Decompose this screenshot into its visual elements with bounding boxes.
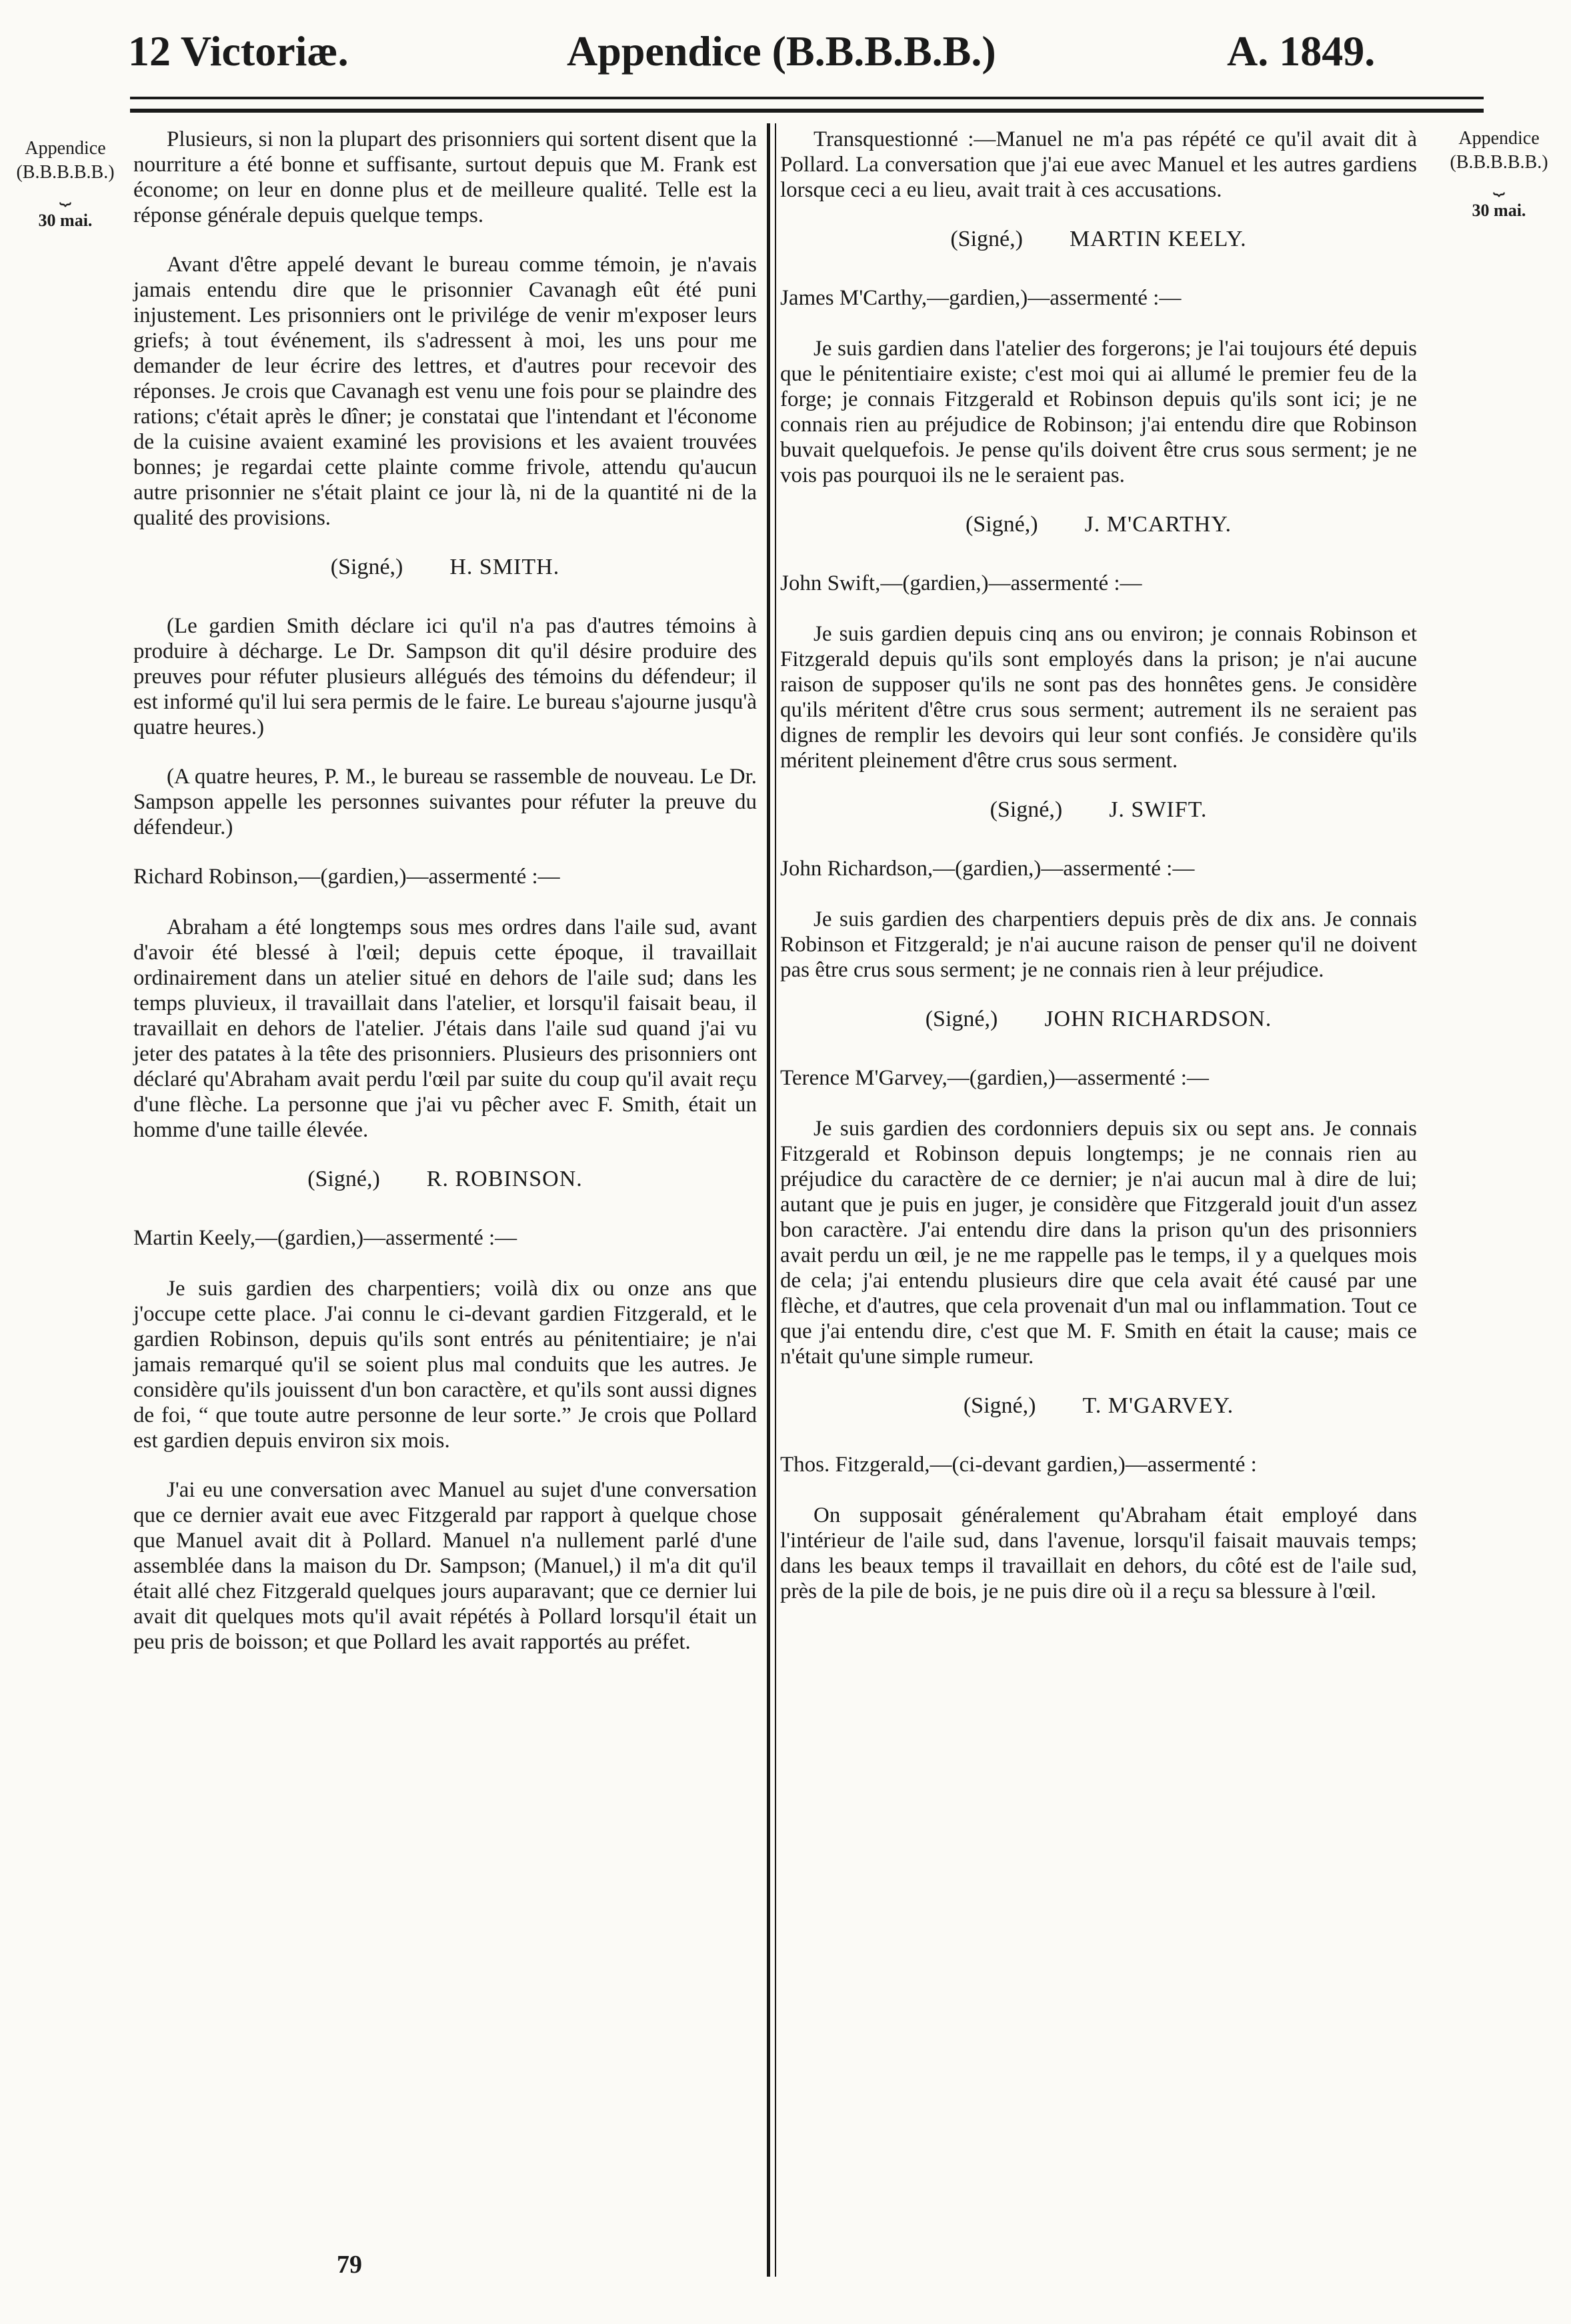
- witness-heading: Thos. Fitzgerald,—(ci-devant gardien,)—assermenté :: [780, 1453, 1257, 1477]
- signature-line: [780, 797, 1417, 823]
- header-regnal-year: 12 Victoriæ.: [128, 27, 349, 75]
- signature-name: T. M'GARVEY.: [1082, 1393, 1234, 1418]
- paragraph: Je suis gardien depuis cinq ans ou environ; je connais Robinson et Fitzgerald depuis qu'ils sont employés dans la prison; je n'ai aucune raison de supposer qu'ils ne sont pas des honnêtes gens. Je considère qu'ils méritent d'être crus sous serment; autrement ils ne seraient pas dignes de remplir les devoirs qui leur sont confiés. Je considère qu'ils méritent pleinement d'être crus sous serment.: [780, 622, 1417, 773]
- header-rule-thick: [130, 109, 1484, 113]
- paragraph: Transquestionné :—Manuel ne m'a pas répété ce qu'il avait dit à Pollard. La conversation que j'ai eue avec Manuel et les autres gardiens lorsque ceci a eu lieu, avait trait à ces accusations.: [780, 127, 1417, 202]
- signature-name: H. SMITH.: [449, 555, 560, 579]
- witness-heading: John Richardson,—(gardien,)—assermenté :—: [780, 857, 1195, 881]
- column-divider: [767, 123, 770, 2277]
- paragraph: Plusieurs, si non la plupart des prisonniers qui sortent disent que la nourriture a été bonne et suffisante, surtout depuis que M. Frank est économe; on leur en donne plus et de meilleure qualité. Telle est la réponse générale depuis quelque temps.: [133, 127, 757, 227]
- paragraph: Je suis gardien des cordonniers depuis six ou sept ans. Je connais Fitzgerald et Robinson depuis longtemps; je ne connais rien au préjudice du caractère de ce dernier; je n'ai aucun mal à dire de lui; autant que je puis en juger, je considère que Fitzgerald jouit d'un assez bon caractère. J'ai entendu dire dans la prison qu'un des prisonniers avait perdu un œil, je ne me rappelle pas le temps, il y a quelques mois de cela; j'ai entendu plusieurs dire que cela avait été causé par une flèche, et d'autres, que cela provenait d'un mal ou inflammation. Tout ce que j'ai entendu dire, c'est que M. F. Smith en était la cause; mais ce n'était qu'une simple rumeur.: [780, 1117, 1417, 1369]
- signature-line: [780, 512, 1417, 537]
- paragraph: Je suis gardien des charpentiers; voilà dix ou onze ans que j'occupe cette place. J'ai connu le ci-devant gardien Fitzgerald, et le gardien Robinson, depuis qu'ils sont entrés au pénitentiaire; je n'ai jamais remarqué qu'il se soient plus mal conduits que les autres. Je considère qu'ils jouissent d'un bon caractère, et qu'ils sont aussi dignes de foi, “ que toute autre personne de leur sorte.” Je crois que Pollard est gardien depuis environ six mois.: [133, 1277, 757, 1453]
- paragraph: Avant d'être appelé devant le bureau comme témoin, je n'avais jamais entendu dire que le prisonnier Cavanagh eût été puni injustement. Les prisonniers ont le privilége de venir m'exposer leurs griefs; à tout événement, ils s'adressent à moi, les uns pour me demander de leur écrire des lettres, et d'autres pour recevoir des réponses. Je crois que Cavanagh est venu une fois pour se plaindre des rations; c'était après le dîner; je constatai que l'intendant et l'économe de la cuisine avaient examiné les provisions et les avaient trouvées bonnes; je regardai cette plainte comme frivole, attendu qu'aucun autre prisonnier ne s'était plaint ce jour là, ni de la quantité ni de la qualité des provisions.: [133, 253, 757, 530]
- paragraph: Abraham a été longtemps sous mes ordres dans l'aile sud, avant d'avoir été blessé à l'œil; depuis cette époque, il travaillait ordinairement dans un atelier situé en dehors de l'aile sud; dans les temps pluvieux, il travaillait dans l'atelier, et lorsqu'il faisait beau, il travaillait en dehors de l'atelier. J'étais dans l'aile sud quand j'ai vu jeter des patates à la tête des prisonniers. Plusieurs des prisonniers ont déclaré qu'Abraham avait perdu l'œil par suite du coup qu'il avait reçu d'une flèche. La personne que j'ai vu pêcher avec F. Smith, était un homme d'une taille élevée.: [133, 915, 757, 1142]
- signature-name: JOHN RICHARDSON.: [1044, 1007, 1272, 1031]
- signature-label: (Signé,): [963, 1393, 1036, 1418]
- signature-label: (Signé,): [990, 797, 1063, 822]
- header-rule-thin: [130, 97, 1484, 99]
- signature-name: J. M'CARTHY.: [1084, 512, 1232, 537]
- witness-heading: James M'Carthy,—gardien,)—assermenté :—: [780, 286, 1182, 310]
- paragraph: Je suis gardien des charpentiers depuis près de dix ans. Je connais Robinson et Fitzgerald; je n'ai aucune raison de penser qu'il ne doivent pas être crus sous serment; je ne connais rien à leur préjudice.: [780, 907, 1417, 982]
- signature-line: [133, 555, 757, 580]
- signature-label: (Signé,): [307, 1167, 380, 1191]
- signature-label: (Signé,): [965, 512, 1038, 537]
- paragraph: (Le gardien Smith déclare ici qu'il n'a pas d'autres témoins à produire à décharge. Le Dr. Sampson dit qu'il désire produire des preuves pour réfuter plusieurs allégués des témoins du défendeur; il est informé qu'il lui sera permis de le faire. Le bureau s'ajourne jusqu'à quatre heures.): [133, 614, 757, 739]
- header-year: A. 1849.: [1227, 27, 1376, 75]
- left-column: [133, 127, 757, 1679]
- margin-note-right-code: (B.B.B.B.B.): [1450, 152, 1548, 173]
- column-divider-inner: [775, 123, 776, 2277]
- signature-name: R. ROBINSON.: [426, 1167, 583, 1191]
- paragraph: On supposait généralement qu'Abraham était employé dans l'intérieur de l'aile sud, dans l'avenue, lorsqu'il faisait mauvais temps; dans les beaux temps il travaillait en dehors, du côté est de l'aile sud, près de la pile de bois, je ne puis dire où il a reçu sa blessure à l'œil.: [780, 1503, 1417, 1603]
- margin-note-left-code: (B.B.B.B.B.): [16, 162, 115, 183]
- signature-name: J. SWIFT.: [1109, 797, 1208, 822]
- paragraph: J'ai eu une conversation avec Manuel au sujet d'une conversation que ce dernier avait eue avec Fitzgerald par rapport à quelque chose que Manuel avait dit à Pollard. Manuel n'a nullement parlé d'une assemblée dans la maison du Dr. Sampson; (Manuel,) il m'a dit qu'il était allé chez Fitzgerald quelques jours auparavant; que ce dernier lui avait dit quelques mots qu'il avait répétés à Pollard lorsqu'il était un peu pris de boisson; et que Pollard les avait rapportés au préfet.: [133, 1478, 757, 1654]
- paragraph: (A quatre heures, P. M., le bureau se rassemble de nouveau. Le Dr. Sampson appelle les personnes suivantes pour réfuter la preuve du défendeur.): [133, 765, 757, 839]
- witness-heading: Terence M'Garvey,—(gardien,)—assermenté :—: [780, 1066, 1209, 1090]
- margin-note-left: [5, 137, 125, 233]
- signature-line: [780, 227, 1417, 252]
- margin-note-right: [1432, 127, 1566, 223]
- margin-note-left-brace: ⏟: [59, 183, 71, 205]
- margin-note-right-label: Appendice: [1458, 128, 1540, 149]
- paragraph: Je suis gardien dans l'atelier des forgerons; je l'ai toujours été depuis que le pénitentiaire existe; c'est moi qui ai allumé le premier feu de la forge; je connais Fitzgerald et Robinson depuis qu'ils sont ici; je ne connais rien au préjudice de Robinson; j'ai entendu dire que Robinson buvait quelquefois. Je pense qu'ils doivent être crus sous serment; je ne vois pas pourquoi ils ne le seraient pas.: [780, 337, 1417, 487]
- signature-label: (Signé,): [330, 555, 403, 579]
- page-number: 79: [337, 2251, 362, 2279]
- margin-note-right-brace: ⏟: [1493, 173, 1505, 195]
- signature-line: [780, 1007, 1417, 1032]
- witness-heading: Martin Keely,—(gardien,)—assermenté :—: [133, 1226, 517, 1250]
- signature-label: (Signé,): [925, 1007, 998, 1031]
- signature-line: [780, 1393, 1417, 1419]
- witness-heading: Richard Robinson,—(gardien,)—assermenté :—: [133, 865, 560, 889]
- margin-note-right-date: 30 mai.: [1472, 201, 1526, 220]
- margin-note-left-date: 30 mai.: [38, 211, 93, 230]
- right-column: [780, 127, 1417, 1628]
- witness-heading: John Swift,—(gardien,)—assermenté :—: [780, 571, 1142, 595]
- margin-note-left-label: Appendice: [25, 138, 106, 159]
- signature-name: MARTIN KEELY.: [1069, 227, 1247, 251]
- signature-line: [133, 1167, 757, 1192]
- signature-label: (Signé,): [950, 227, 1023, 251]
- header-appendix-title: Appendice (B.B.B.B.B.): [567, 27, 996, 75]
- page-header: [0, 27, 1571, 87]
